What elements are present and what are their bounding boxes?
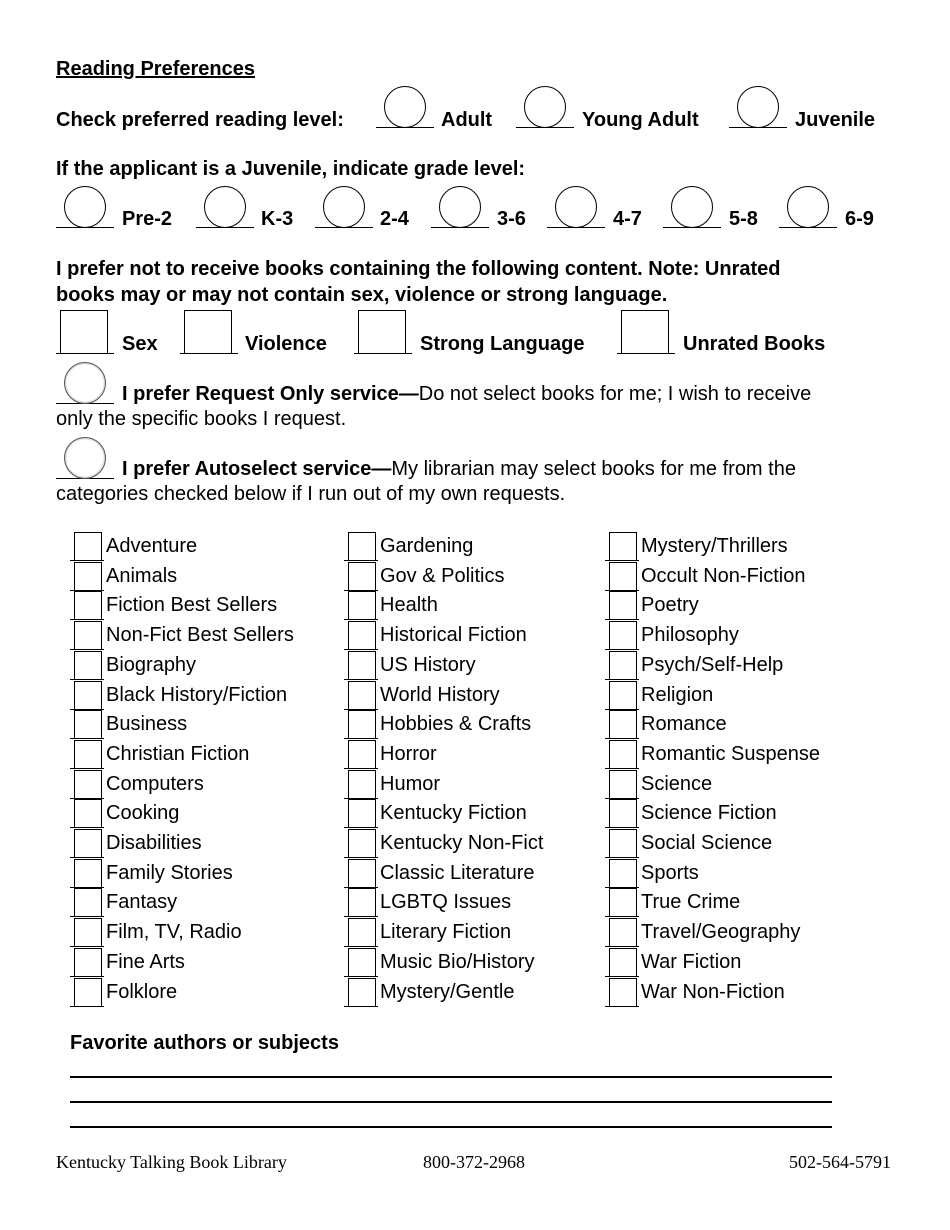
content-strong-language-label: Strong Language <box>420 333 585 355</box>
content-sex-label: Sex <box>122 333 158 355</box>
category-checkbox[interactable] <box>70 740 104 769</box>
category-checkbox[interactable] <box>70 799 104 828</box>
grade-6-9-radio[interactable] <box>779 188 837 228</box>
category-label: Science Fiction <box>641 802 777 825</box>
category-label: Romance <box>641 713 727 736</box>
favorites-line-1[interactable] <box>70 1076 832 1078</box>
grade-2-4-label: 2-4 <box>380 208 409 230</box>
reading-level-young-adult-radio[interactable] <box>516 88 574 128</box>
category-checkbox[interactable] <box>605 829 639 858</box>
category-label: True Crime <box>641 891 741 914</box>
request-only-text <box>122 382 811 406</box>
category-checkbox[interactable] <box>344 651 378 680</box>
category-checkbox[interactable] <box>605 859 639 888</box>
category-label: Classic Literature <box>380 861 535 884</box>
category-checkbox[interactable] <box>344 918 378 947</box>
category-checkbox[interactable] <box>605 681 639 710</box>
category-checkbox[interactable] <box>70 859 104 888</box>
category-label: Non-Fict Best Sellers <box>106 624 294 647</box>
reading-level-adult-radio[interactable] <box>376 88 434 128</box>
reading-level-adult-label: Adult <box>441 109 493 131</box>
category-checkbox[interactable] <box>605 770 639 799</box>
category-checkbox[interactable] <box>70 829 104 858</box>
category-label: Psych/Self-Help <box>641 653 784 676</box>
autoselect-radio[interactable] <box>56 439 114 479</box>
content-sex-checkbox[interactable] <box>56 314 114 354</box>
category-label: Fine Arts <box>106 950 185 973</box>
autoselect-text <box>122 457 796 481</box>
category-checkbox[interactable] <box>344 948 378 977</box>
category-label: Adventure <box>106 535 198 557</box>
category-checkbox[interactable] <box>605 799 639 828</box>
grade-5-8-label: 5-8 <box>729 208 758 230</box>
category-checkbox[interactable] <box>605 651 639 680</box>
category-label: Literary Fiction <box>380 921 512 944</box>
content-unrated-checkbox[interactable] <box>617 314 675 354</box>
category-checkbox[interactable] <box>70 681 104 710</box>
category-checkbox[interactable] <box>605 888 639 917</box>
category-label: Black History/Fiction <box>106 683 288 706</box>
category-label: Animals <box>106 564 178 587</box>
request-only-desc-line2: only the specific books I request. <box>56 408 347 430</box>
category-label: Travel/Geography <box>641 921 801 944</box>
category-checkbox[interactable] <box>70 710 104 739</box>
category-label: War Non-Fiction <box>641 980 785 1003</box>
category-label: World History <box>380 683 500 706</box>
category-label: LGBTQ Issues <box>380 891 512 914</box>
category-checkbox[interactable] <box>605 532 639 561</box>
category-checkbox[interactable] <box>344 562 378 591</box>
favorites-label: Favorite authors or subjects <box>70 1032 339 1054</box>
category-checkbox[interactable] <box>70 562 104 591</box>
category-checkbox[interactable] <box>344 621 378 650</box>
reading-level-young-adult-label: Young Adult <box>582 109 699 131</box>
content-pref-line2: books may or may not contain sex, violence or strong language. <box>56 284 668 306</box>
category-checkbox[interactable] <box>70 948 104 977</box>
category-checkbox[interactable] <box>344 740 378 769</box>
footer-org: Kentucky Talking Book Library <box>56 1152 287 1172</box>
category-checkbox[interactable] <box>605 978 639 1007</box>
category-checkbox[interactable] <box>344 532 378 561</box>
category-checkbox[interactable] <box>70 978 104 1007</box>
category-checkbox[interactable] <box>70 532 104 561</box>
category-label: Computers <box>106 772 204 795</box>
category-label: Business <box>106 713 188 736</box>
category-label: US History <box>380 653 476 676</box>
category-label: Historical Fiction <box>380 624 527 647</box>
request-only-desc: Do not select books for me; I wish to receive <box>418 383 812 405</box>
category-checkbox[interactable] <box>344 710 378 739</box>
footer-phone-tollfree: 800-372-2968 <box>423 1152 525 1172</box>
category-checkbox[interactable] <box>70 770 104 799</box>
request-only-title: I prefer Request Only service— <box>122 383 419 405</box>
category-label: Kentucky Fiction <box>380 802 527 825</box>
category-label: Mystery/Gentle <box>380 980 515 1003</box>
category-checkbox[interactable] <box>70 651 104 680</box>
category-checkbox[interactable] <box>344 978 378 1007</box>
category-checkbox[interactable] <box>344 591 378 620</box>
category-label: Hobbies & Crafts <box>380 713 532 736</box>
category-checkbox[interactable] <box>344 799 378 828</box>
grade-k3-radio[interactable] <box>196 188 254 228</box>
category-label: Music Bio/History <box>380 950 535 973</box>
category-checkbox[interactable] <box>70 621 104 650</box>
category-label: Fiction Best Sellers <box>106 594 278 617</box>
reading-level-prompt: Check preferred reading level: <box>56 109 344 131</box>
category-checkbox[interactable] <box>605 710 639 739</box>
grade-3-6-radio[interactable] <box>431 188 489 228</box>
category-checkbox[interactable] <box>605 918 639 947</box>
grade-level-prompt: If the applicant is a Juvenile, indicate grade level: <box>56 158 526 180</box>
category-checkbox[interactable] <box>344 859 378 888</box>
category-label: Health <box>380 594 438 617</box>
grade-5-8-radio[interactable] <box>663 188 721 228</box>
category-label: Biography <box>106 653 197 676</box>
category-label: Fantasy <box>106 891 178 914</box>
category-label: Religion <box>641 683 714 706</box>
page-title: Reading Preferences <box>56 58 255 80</box>
autoselect-title: I prefer Autoselect service— <box>122 458 392 480</box>
grade-k3-label: K-3 <box>261 208 294 230</box>
category-checkbox[interactable] <box>605 948 639 977</box>
category-checkbox[interactable] <box>344 888 378 917</box>
category-label: Cooking <box>106 802 180 825</box>
category-label: Horror <box>380 742 437 765</box>
category-label: Science <box>641 772 713 795</box>
category-label: Gardening <box>380 535 474 557</box>
category-label: Gov & Politics <box>380 564 505 587</box>
category-checkbox[interactable] <box>605 621 639 650</box>
reading-level-juvenile-label: Juvenile <box>795 109 876 131</box>
category-checkbox[interactable] <box>344 770 378 799</box>
category-label: War Fiction <box>641 950 742 973</box>
category-label: Mystery/Thrillers <box>641 535 788 557</box>
category-label: Romantic Suspense <box>641 742 820 765</box>
grade-pre2-label: Pre-2 <box>122 208 173 230</box>
content-violence-label: Violence <box>245 333 327 355</box>
content-pref-line1: I prefer not to receive books containing the following content. Note: Unrated <box>56 258 781 280</box>
category-label: Humor <box>380 772 441 795</box>
content-unrated-label: Unrated Books <box>683 333 826 355</box>
favorites-line-3[interactable] <box>70 1126 832 1128</box>
category-checkbox[interactable] <box>605 562 639 591</box>
autoselect-desc: My librarian may select books for me from the <box>391 458 796 480</box>
category-label: Disabilities <box>106 832 202 854</box>
grade-2-4-radio[interactable] <box>315 188 373 228</box>
reading-level-juvenile-radio[interactable] <box>729 88 787 128</box>
grade-6-9-label: 6-9 <box>845 208 874 230</box>
grade-4-7-radio[interactable] <box>547 188 605 228</box>
category-checkbox[interactable] <box>605 740 639 769</box>
category-label: Poetry <box>641 594 699 617</box>
request-only-radio[interactable] <box>56 364 114 404</box>
category-label: Sports <box>641 861 699 884</box>
category-label: Family Stories <box>106 861 233 884</box>
category-label: Philosophy <box>641 624 739 647</box>
content-violence-checkbox[interactable] <box>180 314 238 354</box>
favorites-line-2[interactable] <box>70 1101 832 1103</box>
grade-4-7-label: 4-7 <box>613 208 642 230</box>
category-label: Christian Fiction <box>106 742 250 765</box>
category-label: Kentucky Non-Fict <box>380 832 544 854</box>
autoselect-desc-line2: categories checked below if I run out of my own requests. <box>56 483 566 505</box>
grade-pre2-radio[interactable] <box>56 188 114 228</box>
category-checkbox[interactable] <box>70 888 104 917</box>
category-checkbox[interactable] <box>70 591 104 620</box>
grade-3-6-label: 3-6 <box>497 208 526 230</box>
category-checkbox[interactable] <box>344 829 378 858</box>
footer-phone-local: 502-564-5791 <box>789 1152 891 1172</box>
content-strong-language-checkbox[interactable] <box>354 314 412 354</box>
category-label: Social Science <box>641 832 773 854</box>
category-checkbox[interactable] <box>70 918 104 947</box>
category-checkbox[interactable] <box>605 591 639 620</box>
category-label: Folklore <box>106 980 178 1003</box>
category-checkbox[interactable] <box>344 681 378 710</box>
category-label: Occult Non-Fiction <box>641 564 806 587</box>
category-label: Film, TV, Radio <box>106 921 242 944</box>
